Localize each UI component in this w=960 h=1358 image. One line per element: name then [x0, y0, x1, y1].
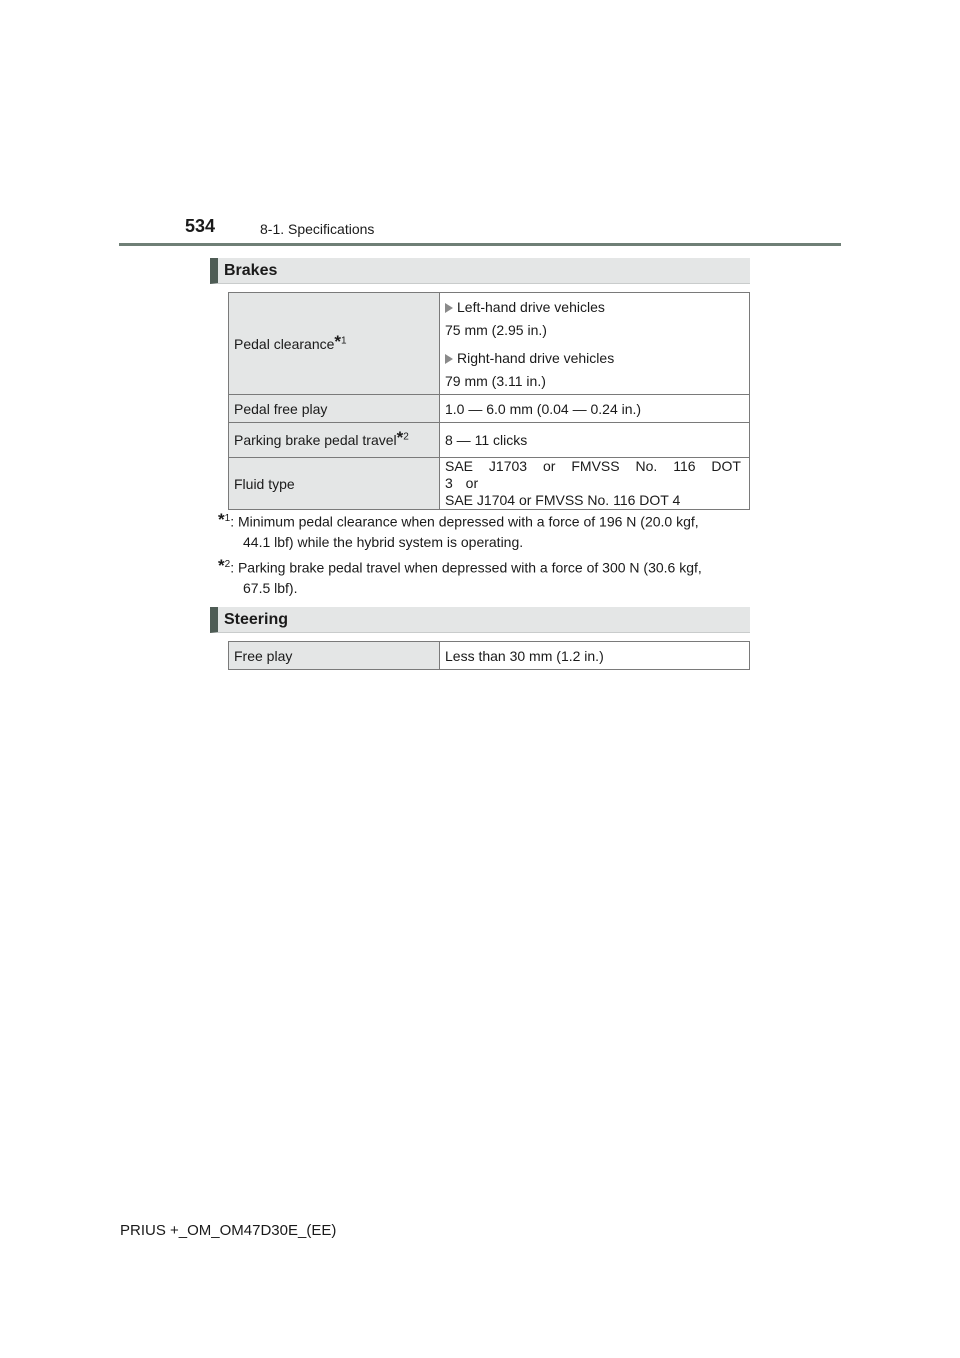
footnote-star-icon: * [218, 555, 225, 575]
header-divider [119, 243, 841, 246]
steering-heading [210, 607, 750, 633]
fluid-type-value: SAE J1703 or FMVSS No. 116 DOT 3 or SAE J1704 or FMVSS No. 116 DOT 4 [440, 458, 750, 510]
pedal-free-play-value: 1.0 — 6.0 mm (0.04 — 0.24 in.) [440, 395, 750, 423]
rhd-label: Right-hand drive vehicles [457, 350, 615, 366]
footnote-star-icon: * [396, 428, 404, 447]
brakes-heading [210, 258, 750, 284]
footnote-1: *$^1$: Minimum pedal clearance when depressed with a force of 196 N (20.0 kgf, 44.1 lbf) while the hybrid system is operating. [218, 509, 699, 550]
table-row [229, 458, 750, 510]
table-row [229, 293, 750, 395]
document-code: PRIUS +_OM_OM47D30E_(EE) [120, 1222, 337, 1239]
steering-heading-text: Steering [224, 611, 289, 628]
footnote-star-icon: * [334, 331, 342, 351]
triangle-bullet-icon [445, 354, 453, 364]
table-row [229, 395, 750, 423]
lhd-label: Left-hand drive vehicles [457, 299, 605, 315]
lhd-value: 75 mm (2.95 in.) [445, 322, 547, 338]
steering-table [228, 641, 750, 670]
brakes-heading-text: Brakes [224, 262, 278, 279]
steering-free-play-label: Free play [229, 642, 440, 670]
section-title: 8-1. Specifications [260, 221, 375, 237]
page-number: 534 [185, 216, 216, 236]
steering-free-play-value: Less than 30 mm (1.2 in.) [440, 642, 750, 670]
brakes-table [228, 292, 750, 510]
parking-brake-value: 8 — 11 clicks [440, 423, 750, 458]
pedal-clearance-value [440, 293, 750, 395]
footnote-2: *$^2$: Parking brake pedal travel when depressed with a force of 300 N (30.6 kgf, 67.5 lbf). [218, 555, 702, 596]
pedal-clearance-label: Pedal clearance*$^1$ [229, 293, 440, 395]
fluid-type-label: Fluid type [229, 458, 440, 510]
triangle-bullet-icon [445, 303, 453, 313]
footnote-star-icon: * [218, 509, 225, 529]
rhd-value: 79 mm (3.11 in.) [445, 373, 546, 389]
table-row [229, 642, 750, 670]
table-row [229, 423, 750, 458]
pedal-free-play-label: Pedal free play [229, 395, 440, 423]
parking-brake-label: Parking brake pedal travel*$^2$ [229, 423, 440, 458]
